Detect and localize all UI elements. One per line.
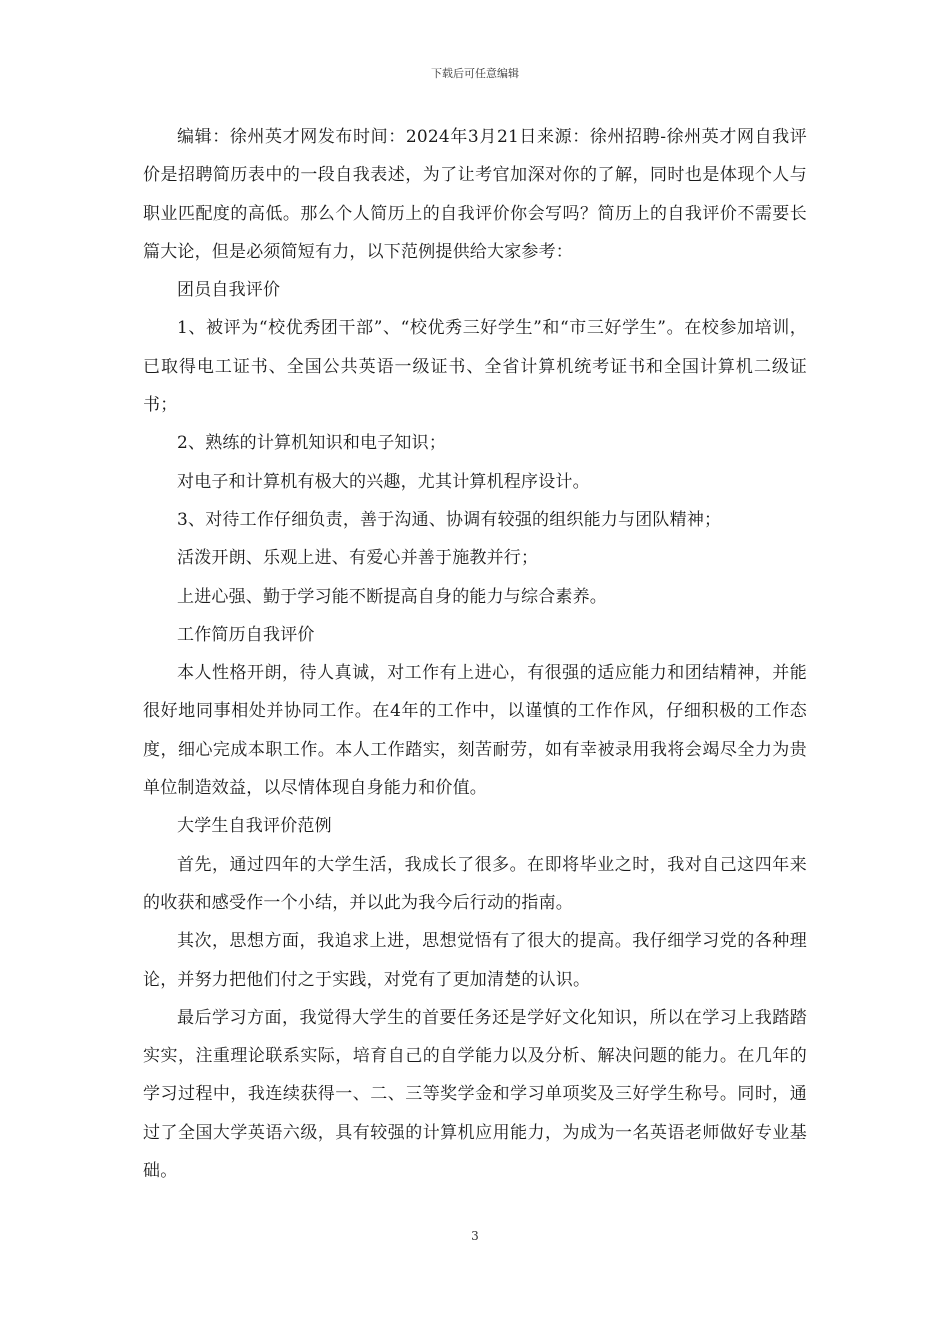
section-heading-college-student: 大学生自我评价范例 — [177, 816, 332, 837]
league-item-2-detail: 对电子和计算机有极大的兴趣，尤其计算机程序设计。 — [177, 471, 590, 492]
league-item-3-detail-a: 活泼开朗、乐观上进、有爱心并善于施教并行； — [177, 548, 539, 569]
league-item-3: 3、对待工作仔细负责，善于沟通、协调有较强的组织能力与团队精神； — [177, 509, 722, 530]
college-paragraph-second: 其次，思想方面，我追求上进，思想觉悟有了很大的提高。我仔细学习党的各种理论，并努力把他们付之于实践，对党有了更加清楚的认识。 — [143, 931, 807, 990]
college-paragraph-last: 最后学习方面，我觉得大学生的首要任务还是学好文化知识，所以在学习上我踏踏实实，注重理论联系实际，培育自己的自学能力以及分析、解决问题的能力。在几年的学习过程中，我连续获得一、二、三等奖学金和学习单项奖及三好学生称号。同时，通过了全国大学英语六级，具有较强的计算机应用能力，为成为一名英语老师做好专业基础。 — [143, 1007, 807, 1182]
work-resume-paragraph: 本人性格开朗，待人真诚，对工作有上进心，有很强的适应能力和团结精神，并能很好地同事相处并协同工作。在4年的工作中，以谨慎的工作作风，仔细积极的工作态度，细心完成本职工作。本人工作踏实，刻苦耐劳，如有幸被录用我将会竭尽全力为贵单位制造效益，以尽情体现自身能力和价值。 — [143, 663, 807, 799]
league-item-3-detail-b: 上进心强、勤于学习能不断提高自身的能力与综合素养。 — [177, 586, 607, 607]
page-header-note: 下载后可任意编辑 — [431, 67, 519, 80]
league-item-2: 2、熟练的计算机知识和电子知识； — [177, 433, 447, 454]
college-paragraph-first: 首先，通过四年的大学生活，我成长了很多。在即将毕业之时，我对自己这四年来的收获和感受作一个小结，并以此为我今后行动的指南。 — [143, 854, 807, 913]
league-item-1: 1、被评为“校优秀团干部”、“校优秀三好学生”和“市三好学生”。在校参加培训，已取得电工证书、全国公共英语一级证书、全省计算机统考证书和全国计算机二级证书； — [143, 318, 807, 416]
document-body — [143, 118, 807, 1190]
intro-paragraph: 编辑：徐州英才网发布时间：2024年3月21日来源：徐州招聘-徐州英才网自我评价是招聘简历表中的一段自我表述，为了让考官加深对你的了解，同时也是体现个人与职业匹配度的高低。那么个人简历上的自我评价你会写吗？简历上的自我评价不需要长篇大论，但是必须简短有力，以下范例提供给大家参考： — [143, 127, 807, 262]
page-number: 3 — [471, 1229, 479, 1243]
section-heading-work-resume: 工作简历自我评价 — [177, 624, 315, 645]
section-heading-league-member: 团员自我评价 — [177, 280, 281, 301]
